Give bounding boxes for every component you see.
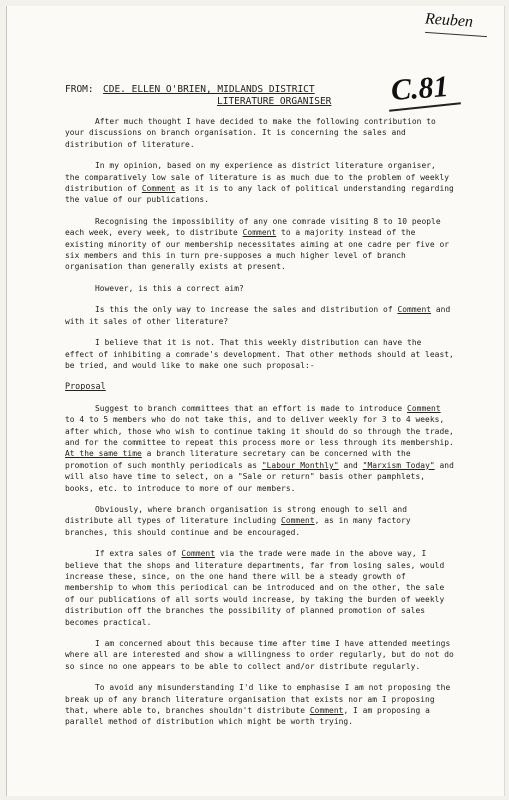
- from-label: FROM:: [65, 84, 94, 95]
- paragraph-5: Is this the only way to increase the sales and distribution of Comment and with it sales of other literature?: [65, 305, 451, 326]
- paragraph-2: In my opinion, based on my experience as district literature organiser, the comparatively low sale of literature is as much due to the problem of weekly distribution of Comment as it is to any lack of political understanding regarding the value of our publications.: [65, 161, 454, 205]
- comment-ref: Comment: [309, 706, 344, 716]
- document-reference: C.81: [389, 70, 450, 107]
- comment-ref: Comment: [141, 184, 176, 194]
- paragraph-8: Obviously, where branch organisation is strong enough to sell and distribute all types of literature including Comment, as in many factory branches, this should continue and be encouraged.: [65, 504, 411, 537]
- document-page: [6, 6, 505, 796]
- paragraph-6: I believe that it is not. That this weekly distribution can have the effect of inhibiting a comrade's development. That other methods should at least, be tried, and would like to make one such proposal:-: [65, 338, 454, 370]
- paragraph-4: However, is this a correct aim?: [95, 283, 244, 293]
- paragraph-1: After much thought I have decided to make the following contribution to your discussions on branch organisation. It is concerning the sales and distribution of literature.: [65, 117, 436, 149]
- paragraph-3: Recognising the impossibility of any one comrade visiting 8 to 10 people each week, every week, to distribute Comment to a majority instead of the existing minority of our membership necessitates aiming at one cadre per five or six members and this in turn pre-supposes a much higher level of branch organisation than generally exists at present.: [65, 216, 450, 272]
- paragraph-10: I am concerned about this because time after time I have attended meetings where all are interested and show a willingness to order regularly, but do not do so since no one appears to be able to collect and/or distribute regularly.: [65, 639, 454, 671]
- paragraph-9: If extra sales of Comment via the trade were made in the above way, I believe that the shops and literature departments, far from losing sales, would increase these, since, on the one hand there will be a steady growth of membership to whom this periodical can be introduced and on the other, the sale of our publications of all sorts would increase, by taking the burden of weekly distribution off the branches the possibility of planned promotion of sales becomes practical.: [65, 549, 445, 627]
- proposal-heading: Proposal: [65, 381, 106, 392]
- comment-ref: Comment: [407, 403, 441, 413]
- comment-ref: Comment: [242, 228, 277, 238]
- handwritten-underline: [425, 32, 487, 37]
- comment-ref: Comment: [181, 549, 216, 559]
- paragraph-11: To avoid any misunderstanding I'd like to emphasise I am not proposing the break up of any branch literature organisation that exists nor am I proposing that, where able to, branches shouldn't distribute Comment, I am proposing a parallel method of distribution which might be worth trying.: [65, 683, 451, 727]
- paragraph-7: Suggest to branch committees that an effort is made to introduce Comment to 4 to 5 members who do not take this, and to deliver weekly for 3 to 4 weeks, after which, those who wish to continue taking it should do so through the trade, and for the committee to repeat this process more or less through its membership. At the same time a branch literature secretary can be concerned with the promotion of such monthly periodicals as "Labour Monthly" and "Marxism Today" and will also have time to select, on a "Sale or return" basis other pamphlets, books, etc. to introduce to more of our members.: [65, 403, 454, 493]
- sender-role: LITERATURE ORGANISER: [217, 96, 332, 107]
- handwritten-name: Reuben: [424, 10, 474, 31]
- letter-body: [65, 116, 455, 738]
- sender-name: CDE. ELLEN O'BRIEN, MIDLANDS DISTRICT: [103, 84, 315, 95]
- comment-ref: Comment: [397, 305, 432, 315]
- comment-ref: Comment: [281, 516, 315, 526]
- sender-block: [65, 84, 331, 108]
